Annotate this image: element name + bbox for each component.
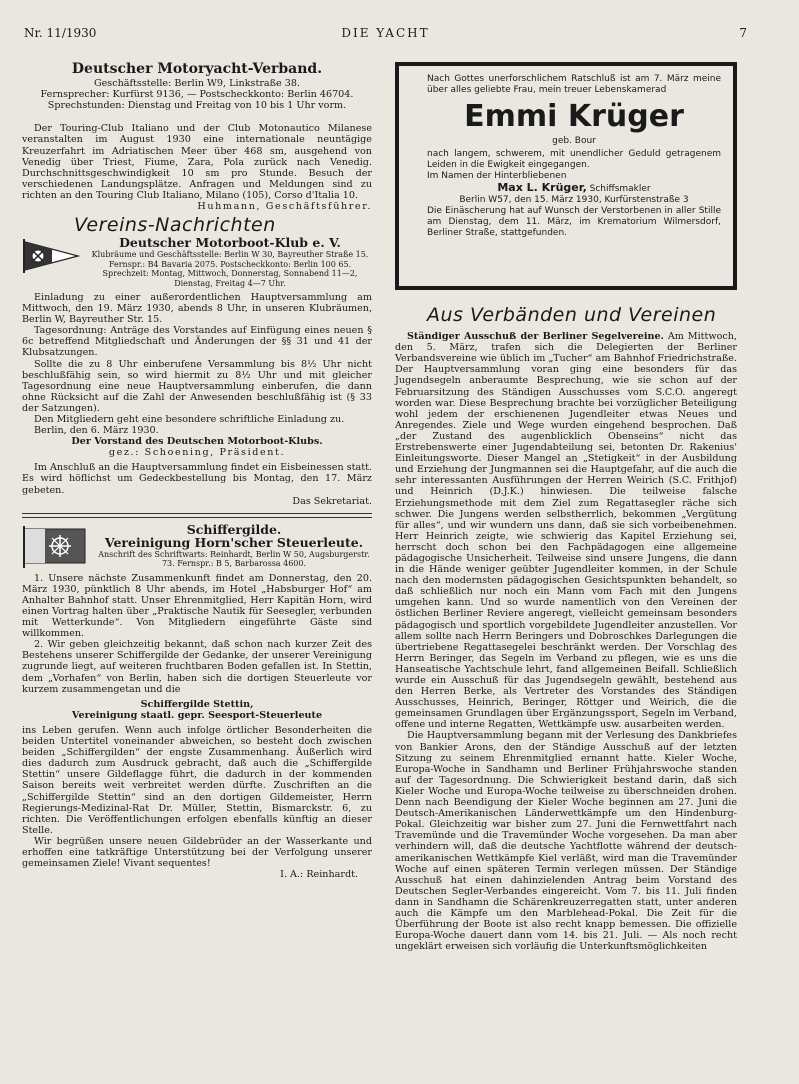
dmk-title: Deutscher Motorboot-Klub e. V. xyxy=(119,235,341,251)
sg-title: Schiffergilde. xyxy=(186,521,282,537)
dmk-date: Berlin, den 6. März 1930. xyxy=(34,425,159,437)
dmk-dinner: Im Anschluß an die Hauptversammlung findet ein Eisbeinessen statt. Es wird höflichst um Gedeckbestellung bis Montag, den 17. März gebeten. xyxy=(22,462,372,496)
dmv-hours: Sprechstunden: Dienstag und Freitag von 10 bis 1 Uhr vorm. xyxy=(47,100,347,112)
section-title-verbaende: Aus Verbänden und Vereinen xyxy=(427,304,717,326)
article-paragraph-1: Ständiger Ausschuß der Berliner Segelvereine. Am Mittwoch, den 5. März, trafen sich die Delegierten der Berliner Verbandsvereine wie üblich im „Tucher“ am Bahnhof Friedrichstraße. Der Hauptversammlung voran ging eine besonders für das Jugendsegeln anberaumte Besprechung, wie sie schon auf der Februarsitzung des Ständigen Ausschusses vom S.C.O. angeregt worden war. Diese Besprechung brachte bei vorzüglicher Beteiligung wohl jedem der erschienenen Jugendleiter etwas Neues und Anregendes. Ziele und Wege wurden eingehend besprochen. Daß „der Zustand des augenblicklich Obenseins“ nicht das Erstrebenswerte einer Jugendabteilung sei, betonten Dr. Rakenius' Einleitungsworte. Dieser Mangel an „Stetigkeit“ in der Ausbildung und Erziehung der Jungmannen sei die Hauptgefahr, auf die auch die sehr interessanten Ausführungen der Herren Weirich (S.C. Frithjof) und Heinrich (D.J.K.) hinwiesen. Die teilweise falsche Erziehungsmethode mit dem Ziel zum Regattasegler räche sich schwer. Die Jungens werden selbstherrlich, bekommen „Vergütung für alles“, und wir wundern uns dann, daß sie sich vorbeibenehmen. Herr Heinrich zeigte, wie schwierig das Kapitel Erziehung sei, herrscht doch schon bei den Fachpädagogen eine allgemeine pädagogische Unsicherheit. Teilweise sind unsere Jungens, die dann in die Hände weniger geübter Jugendleiter kommen, in der Schule nach den modernsten pädagogischen Gesichtspunkten behandelt, so daß schließlich nur noch ein Mann vom Fach mit den Jungens umgehen kann. Und so wurde namentlich von den Vereinen der östlichen Berliner Reviere angeregt, vielleicht gemeinsam besonders pädagogisch und sportlich vorgebildete Jugendleiter anzustellen. Vor allem sollte nach Herrn Beringers und Dobroschkes Darlegungen die übertriebene Regattasegelei beschränkt werden. Der Vorschlag des Herrn Beringer, das Segeln im Verband zu pflegen, wie es uns die Hanseatische Yachtschule lehrt, fand allgemeinen Beifall. Schließlich wurde ein Ausschuß für das Jugendsegeln gewählt, bestehend aus den Herren Berke, als Vertreter des Vorstandes des Ständigen Ausschusses, Heinrich, Beringer, Röttger und Weirich, die die gemeinsamen Grundlagen über Ergänzungssport, Segeln im Verband, offene und interne Regatten, Wettkämpfe usw. ausarbeiten werden. xyxy=(395,331,737,731)
dmv-title: Deutscher Motoryacht-Verband. xyxy=(71,61,323,77)
dmv-address: Geschäftsstelle: Berlin W9, Linkstraße 38. xyxy=(93,78,301,90)
sg-stettin-title: Schiffergilde Stettin, xyxy=(140,698,254,710)
obituary-signer-role: Schiffsmakler xyxy=(589,184,651,194)
obituary-text-3: Die Einäscherung hat auf Wunsch der Verstorbenen in aller Stille am Dienstag, dem 11. März, im Krematorium Wilmersdorf, Berliner Straße, stattgefunden. xyxy=(427,206,721,238)
obituary-birthname: geb. Bour xyxy=(552,136,596,146)
section-divider xyxy=(22,513,372,518)
page-header xyxy=(24,26,747,44)
dmk-members: Den Mitgliedern geht eine besondere schriftliche Einladung zu. xyxy=(34,413,345,425)
sg-paragraph-3: ins Leben gerufen. Wenn auch infolge örtlicher Besonderheiten die beiden Untertitel voneinander abweichen, so besteht doch zwischen beiden „Schiffergilden“ der engste Zusammenhang. Äußerlich wird dies dadurch zum Ausdruck gebracht, daß auch die „Schiffergilde Stettin“ unsere Gildeflagge führt, die dadurch in der kommenden Saison bereits weit verbreitet werden dürfte. Zuschriften an die „Schiffergilde Stettin“ sind an den dortigen Gildemeister, Herrn Regierungs-Medizinal-Rat Dr. Müller, Stettin, Bismarckstr. 6, zu richten. Die Veröffentlichungen erfolgen ebenfalls künftig an dieser Stelle. xyxy=(22,724,372,836)
obituary-text-1: nach langem, schwerem, mit unendlicher Geduld getragenem Leiden in die Ewigkeit eingegangen. xyxy=(427,149,721,170)
section-title-vereins: Vereins-Nachrichten xyxy=(74,214,276,237)
sg-signature: I. A.: Reinhardt. xyxy=(280,869,358,881)
obituary-signer: Max L. Krüger, xyxy=(497,181,587,194)
dmk-quorum: Sollte die zu 8 Uhr einberufene Versammlung bis 8½ Uhr nicht beschlußfähig sein, so wird hiermit zu 8½ Uhr und mit gleicher Tagesordnung eine neue Hauptversammlung einberufen, die dann ohne Rücksicht auf die Zahl der Anwesenden beschlußfähig ist (§ 33 der Satzungen). xyxy=(22,358,372,414)
left-column xyxy=(22,62,372,880)
dmk-notice xyxy=(22,237,372,507)
dmv-phone: Fernsprecher: Kurfürst 9136, — Postscheckkonto: Berlin 46704. xyxy=(40,89,354,101)
dmk-signed: gez.: Schoening, Präsident. xyxy=(108,447,286,459)
sg-notice xyxy=(22,521,372,881)
issue-number: Nr. 11/1930 xyxy=(24,26,97,40)
dmk-agenda: Tagesordnung: Anträge des Vorstandes auf Einfügung eines neuen § 6c betreffend Mitgliedschaft und Änderungen der §§ 31 und 41 der Klubsatzungen. xyxy=(22,325,372,359)
sg-stettin-subtitle: Vereinigung staatl. gepr. Seesport-Steuerleute xyxy=(71,709,323,721)
pennant-flag-icon xyxy=(22,239,80,273)
article-paragraph-2: Die Hauptversammlung begann mit der Verlesung des Dankbriefes von Bankier Arons, den der Ständige Ausschuß auf der letzten Sitzung zu seinem Ehrenmitglied ernannt hatte. Kieler Woche, Europa-Woche in Sandhamn und Berliner Frühjahrswoche standen auf der Tagesordnung. Die Schwierigkeit bestand darin, daß sich Kieler Woche und Europa-Woche teilweise zu überschneiden drohen. Denn nach Beendigung der Kieler Woche beginnen am 27. Juni die Deutsch-Amerikanischen Länderwettkämpfe um den Hindenburg-Pokal. Gleichzeitig war bisher zum 27. Juni die Fernwettfahrt nach Travemünde und die Travemünder Woche vorgesehen. Da man aber verhindern will, daß die deutsche Yachtflotte während der deutsch-amerikanischen Wettkämpfe Kiel verläßt, wird man die Travemünder Woche auf einen späteren Termin verlegen müssen. Der Ständige Ausschuß hat einen dahinzielenden Antrag beim Vorstand des Deutschen Segler-Verbandes eingereicht. Vom 7. bis 11. Juli finden dann in Sandhamn die Schärenkreuzerregatten statt, unter anderen auch die Kämpfe um den Marblehead-Pokal. Die Zeit für die Überführung der Boote ist also recht knapp bemessen. Die offizielle Europa-Woche dauert dann vom 14. bis 21. Juli. — Als noch recht ungeklärt erweisen sich vorläufig die Unterkunftsmöglichkeiten xyxy=(395,730,737,953)
dmk-secretariat: Das Sekretariat. xyxy=(292,495,372,507)
dmv-signature: Huhmann, Geschäftsführer. xyxy=(197,201,372,213)
sg-paragraph-2: 2. Wir geben gleichzeitig bekannt, daß schon nach kurzer Zeit des Bestehens unserer Schiffergilde der Gedanke, der unserer Vereinigung zugrunde liegt, auf weiteren fruchtbaren Boden gefallen ist. In Stettin, dem „Vorhafen“ von Berlin, haben sich die dortigen Steuerleute vor kurzem zusammengetan und die xyxy=(22,639,372,695)
right-column xyxy=(395,62,737,952)
sg-subtitle: Vereinigung Horn'scher Steuerleute. xyxy=(104,534,364,550)
dmv-body: Der Touring-Club Italiano und der Club Motonautico Milanese veranstalten im August 1930 eine internationale neuntägige Kreuzerfahrt im Adriatischen Meer über 468 sm, ausgehend von Venedig über Triest, Fiume, Zara, Pola zurück nach Venedig. Durchschnittsgeschwindigkeit 10 sm pro Stunde. Besuch der verschiedenen Landungsplätze. Anfragen und Meldungen sind zu richten an den Touring Club Italiano, Milano (105), Corso d'Italia 10. xyxy=(22,123,372,201)
obituary-signer-line xyxy=(427,182,721,195)
article-segelvereine xyxy=(395,331,737,952)
page-number: 7 xyxy=(739,26,747,40)
sg-paragraph-1: 1. Unsere nächste Zusammenkunft findet am Donnerstag, den 20. März 1930, pünktlich 8 Uhr abends, im Hotel „Habsburger Hof“ am Anhalter Bahnhof statt. Unser Ehrenmitglied, Herr Kapitän Horn, wird einen Vortrag halten über „Praktische Nautik für Seesegler, verbunden mit Wetterkunde“. Von Mitgliedern eingeführte Gäste sind willkommen. xyxy=(22,572,372,640)
magazine-title: DIE YACHT xyxy=(341,26,430,40)
sg-address: Anschrift des Schriftwarts: Reinhardt, Berlin W 50, Augsburgerstr. 73. Fernspr.: B 5, Barbarossa 4600. xyxy=(98,549,370,569)
dmv-notice xyxy=(22,61,372,213)
article-lead: Ständiger Ausschuß der Berliner Segelvereine. xyxy=(407,331,664,343)
dmk-board: Der Vorstand des Deutschen Motorboot-Klubs. xyxy=(71,436,323,448)
sg-paragraph-4: Wir begrüßen unsere neuen Gildebrüder an der Wasserkante und erhoffen eine tatkräftige Unterstützung bei der Verfolgung unserer gemeinsamen Ziele! Vivant sequentes! xyxy=(22,835,372,870)
obituary-place: Berlin W57, den 15. März 1930, Kurfürstenstraße 3 xyxy=(459,195,689,205)
obituary-name: Emmi Krüger xyxy=(464,99,684,134)
dmk-invitation: Einladung zu einer außerordentlichen Hauptversammlung am Mittwoch, den 19. März 1930, abends 8 Uhr, in unseren Klubräumen, Berlin W, Bayreuther Str. 15. xyxy=(22,291,372,326)
obituary-intro: Nach Gottes unerforschlichem Ratschluß ist am 7. März meine über alles geliebte Frau, mein treuer Lebenskamerad xyxy=(427,74,721,95)
guild-flag-icon xyxy=(22,526,88,568)
obituary-text-2: Im Namen der Hinterbliebenen xyxy=(427,171,567,181)
dmk-address: Klubräume und Geschäftsstelle: Berlin W 30, Bayreuther Straße 15. Fernspr.: B4 Bavaria 2075. Postscheckkonto: Berlin 100 65. Sprechzeit: Montag, Mittwoch, Donnerstag, Sonnabend 11—2, Dienstag, Freitag 4—7 Uhr. xyxy=(91,250,369,288)
obituary-box xyxy=(395,62,737,290)
